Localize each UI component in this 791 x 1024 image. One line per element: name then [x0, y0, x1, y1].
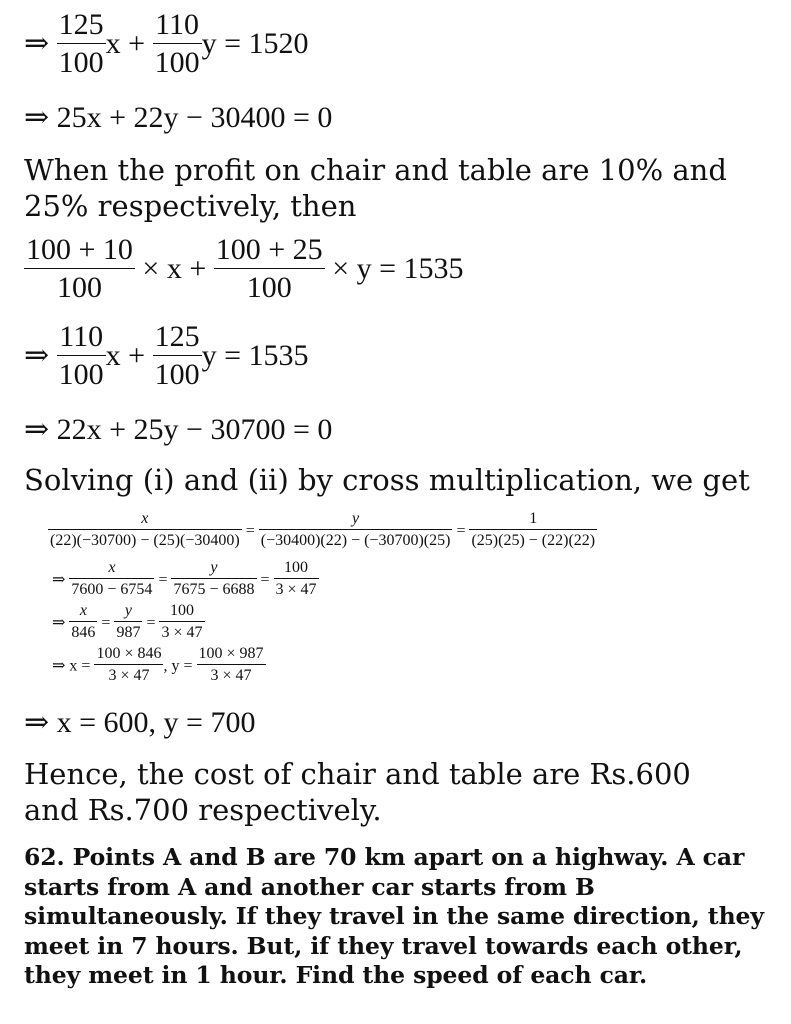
equation-1: ⇒ $\frac{125}{100}$ x + $\frac{110}{100}$ y = 1520: [24, 8, 309, 79]
fraction: $\frac{125}{100}$: [58, 8, 104, 79]
fraction: $\frac{100 \times 846}{3 \times 47}$: [96, 645, 162, 684]
fraction: $\frac{110}{100}$: [154, 8, 200, 79]
equation-4: ⇒ $\frac{110}{100}$ x + $\frac{125}{100}$ y = 1535: [24, 320, 309, 391]
equation-result: ⇒ x = 600, y = 700: [24, 706, 256, 739]
fraction: $\frac{1}{(25)(25) - (22)(22)}$: [471, 510, 596, 549]
implies-symbol: ⇒: [24, 26, 50, 60]
equation-5: ⇒ 22x + 25y − 30700 = 0: [24, 413, 333, 446]
implies-symbol: ⇒: [24, 338, 50, 372]
fraction: $\frac{x}{(22)(-30700) - (25)(-30400)}$: [50, 510, 240, 549]
paragraph-conclusion: Hence, the cost of chair and table are Rs.600 and Rs.700 respectively.: [24, 757, 691, 827]
equation-2: ⇒ 25x + 22y − 30400 = 0: [24, 101, 333, 134]
cross-multiplication-row-1: $\frac{x}{(22)(-30700) - (25)(-30400)}$ = $\frac{y}{(-30400)(22) - (-30700)(25)}$ = $\frac{1}{(25)(25) - (22)(22)}$: [50, 510, 596, 549]
cross-multiplication-row-4: ⇒ x = $\frac{100 \times 846}{3 \times 47}$ , y = $\frac{100 \times 987}{3 \times 47}$: [52, 645, 264, 684]
fraction: $\frac{110}{100}$: [58, 320, 104, 391]
fraction: $\frac{100 + 10}{100}$: [26, 233, 133, 304]
fraction: $\frac{y}{987}$: [116, 602, 141, 641]
question-62: 62. Points A and B are 70 km apart on a highway. A car starts from A and another car starts from B simultaneously. If they travel in the same direction, they meet in 7 hours. But, if they travel towards each other, they meet in 1 hour. Find the speed of each car.: [24, 843, 764, 989]
fraction: $\frac{125}{100}$: [154, 320, 200, 391]
fraction: $\frac{100}{3 \times 47}$: [275, 559, 317, 598]
paragraph-solving: Solving (i) and (ii) by cross multiplication, we get: [24, 463, 750, 497]
fraction: $\frac{100 \times 987}{3 \times 47}$: [198, 645, 264, 684]
fraction: $\frac{x}{7600 - 6754}$: [71, 559, 153, 598]
fraction: $\frac{x}{846}$: [71, 602, 96, 641]
fraction: $\frac{y}{(-30400)(22) - (-30700)(25)}$: [260, 510, 451, 549]
fraction: $\frac{100 + 25}{100}$: [215, 233, 323, 304]
fraction: $\frac{100}{3 \times 47}$: [161, 602, 203, 641]
cross-multiplication-row-3: ⇒ $\frac{x}{846}$ = $\frac{y}{987}$ = $\frac{100}{3 \times 47}$: [52, 602, 203, 641]
cross-multiplication-row-2: ⇒ $\frac{x}{7600 - 6754}$ = $\frac{y}{7675 - 6688}$ = $\frac{100}{3 \times 47}$: [52, 559, 317, 598]
equation-3: $\frac{100 + 10}{100}$ × x + $\frac{100 + 25}{100}$ × y = 1535: [26, 233, 464, 304]
fraction: $\frac{y}{7675 - 6688}$: [173, 559, 255, 598]
paragraph-profit: When the profit on chair and table are 10% and 25% respectively, then: [24, 153, 727, 223]
